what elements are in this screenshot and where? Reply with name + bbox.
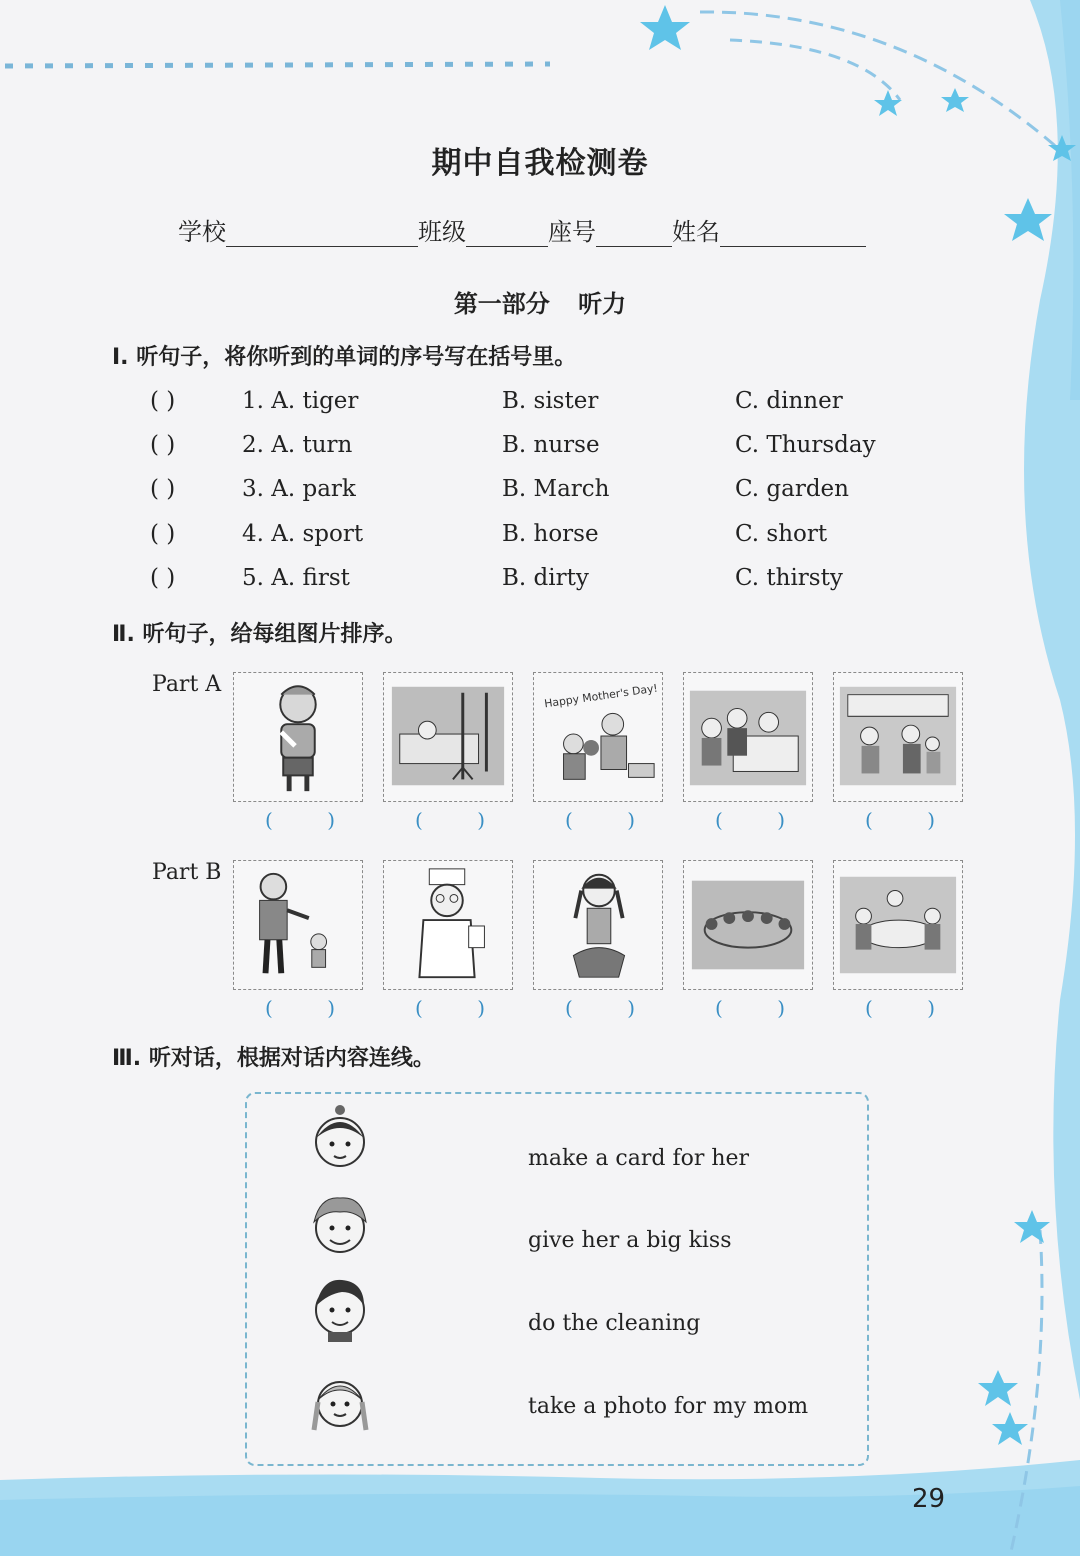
picture-children-at-bedside (683, 672, 813, 802)
option-c: C. dinner (735, 388, 843, 414)
option-b: B. March (502, 476, 610, 502)
answer-paren[interactable]: ( ) (150, 521, 176, 547)
part-one-label: 第一部分 (453, 290, 550, 318)
option-a: 2. A. turn (242, 432, 353, 458)
match-phrase[interactable]: do the cleaning (528, 1311, 701, 1336)
answer-blank-b5[interactable] (865, 996, 935, 1020)
paren-open: ( (415, 808, 423, 832)
paren-close: ) (777, 808, 785, 832)
boy-face-short-hair-icon[interactable] (302, 1272, 378, 1342)
paren-close: ) (327, 996, 335, 1020)
paren-close: ) (627, 808, 635, 832)
paren-close: ) (327, 808, 335, 832)
part-heading (0, 284, 1080, 319)
seat-blank[interactable] (596, 220, 672, 247)
page-number: 29 (912, 1484, 946, 1514)
answer-paren[interactable]: ( ) (150, 565, 176, 591)
question-row (150, 432, 910, 462)
paren-close: ) (477, 808, 485, 832)
paren-close: ) (477, 996, 485, 1020)
answer-blank-a5[interactable] (865, 808, 935, 832)
picture-children-in-circle (683, 860, 813, 990)
answer-blank-a4[interactable] (715, 808, 785, 832)
class-label: 班级 (418, 218, 466, 246)
class-blank[interactable] (466, 220, 548, 247)
paren-close: ) (777, 996, 785, 1020)
paren-close: ) (927, 996, 935, 1020)
part-a-label: Part A (152, 672, 222, 697)
mothers-day-text: Happy Mother's Day! (543, 681, 659, 711)
girl-face-pigtails-icon[interactable] (302, 1102, 378, 1172)
page-title: 期中自我检测卷 (431, 146, 649, 181)
option-b: B. horse (502, 521, 599, 547)
option-c: C. garden (735, 476, 849, 502)
match-phrase[interactable]: take a photo for my mom (528, 1394, 809, 1419)
paren-open: ( (265, 808, 273, 832)
question-row (150, 476, 910, 506)
picture-family-at-station (833, 672, 963, 802)
option-b: B. sister (502, 388, 599, 414)
section3-heading: Ⅲ. 听对话，根据对话内容连线。 (112, 1046, 435, 1071)
picture-man-and-child (233, 860, 363, 990)
paren-open: ( (715, 808, 723, 832)
option-c: C. thirsty (735, 565, 843, 591)
option-a: 4. A. sport (242, 521, 364, 547)
girl-face-braids-icon[interactable] (302, 1368, 378, 1438)
student-info-line (178, 212, 866, 247)
option-b: B. dirty (502, 565, 589, 591)
answer-paren[interactable]: ( ) (150, 432, 176, 458)
answer-blank-a2[interactable] (415, 808, 485, 832)
answer-blank-b1[interactable] (265, 996, 335, 1020)
answer-blank-b3[interactable] (565, 996, 635, 1020)
answer-paren[interactable]: ( ) (150, 388, 176, 414)
option-b: B. nurse (502, 432, 600, 458)
paren-open: ( (865, 808, 873, 832)
picture-girl-with-basket (533, 860, 663, 990)
paren-open: ( (415, 996, 423, 1020)
boy-face-curly-icon[interactable] (302, 1188, 378, 1258)
school-blank[interactable] (226, 220, 418, 247)
paren-open: ( (565, 808, 573, 832)
match-phrase[interactable]: make a card for her (528, 1146, 750, 1171)
question-row (150, 565, 910, 595)
paren-close: ) (627, 996, 635, 1020)
answer-blank-b4[interactable] (715, 996, 785, 1020)
picture-doctor (383, 860, 513, 990)
answer-paren[interactable]: ( ) (150, 476, 176, 502)
section1-heading: Ⅰ. 听句子，将你听到的单词的序号写在括号里。 (112, 345, 577, 370)
part-b-label: Part B (152, 860, 222, 885)
answer-blank-a1[interactable] (265, 808, 335, 832)
option-a: 3. A. park (242, 476, 356, 502)
seat-label: 座号 (548, 218, 596, 246)
option-a: 5. A. first (242, 565, 350, 591)
answer-blank-b2[interactable] (415, 996, 485, 1020)
paren-open: ( (715, 996, 723, 1020)
match-phrase[interactable]: give her a big kiss (528, 1228, 732, 1253)
question-row (150, 388, 910, 418)
picture-happy-mothers-day (533, 672, 663, 802)
paren-close: ) (927, 808, 935, 832)
school-label: 学校 (178, 218, 226, 246)
paren-open: ( (565, 996, 573, 1020)
question-row (150, 521, 910, 551)
picture-child-in-hospital-bed (383, 672, 513, 802)
paren-open: ( (265, 996, 273, 1020)
option-a: 1. A. tiger (242, 388, 359, 414)
answer-blank-a3[interactable] (565, 808, 635, 832)
picture-boy-injured-arm (233, 672, 363, 802)
picture-family-dinner (833, 860, 963, 990)
paren-open: ( (865, 996, 873, 1020)
name-blank[interactable] (720, 220, 866, 247)
listening-label: 听力 (578, 290, 627, 318)
name-label: 姓名 (672, 218, 720, 246)
section2-heading: Ⅱ. 听句子，给每组图片排序。 (112, 622, 407, 647)
option-c: C. short (735, 521, 828, 547)
option-c: C. Thursday (735, 432, 876, 458)
